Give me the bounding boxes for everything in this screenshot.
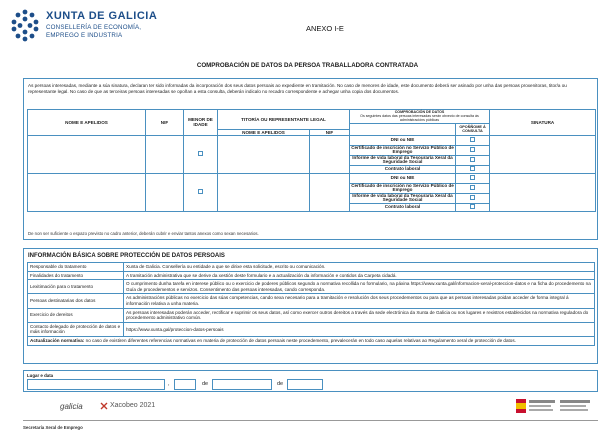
header-comprobacion-sub: Os seguintes datos das persoas interesadas serán obxecto de consulta ás administracións públicas (360, 114, 479, 123)
info-row (28, 294, 595, 308)
consulta-1-certificado: Certificado de inscrición no Servizo Público de Emprego (351, 144, 454, 155)
info-value: As administracións públicas no exercicio das súas competencias, cando sexa necesario para a tramitación e resolución dos seus procedementos ou para que as persoas interesadas poidan acceder de forma integral á información relativa a unha materia. (124, 294, 595, 308)
consulta-1-contrato: Contrato laboral (350, 165, 456, 173)
opon-1-dni (456, 135, 490, 145)
date-sep-de-1: de (202, 381, 209, 387)
person-2-sinatura[interactable] (490, 173, 596, 211)
consulta-1-dni: DNI ou NIE (350, 135, 456, 145)
xacobeo-logo: Xacobeo 2021 (110, 402, 156, 409)
date-sep-comma: , (168, 381, 170, 387)
data-protection-section (23, 248, 598, 364)
info-row (28, 263, 595, 272)
person-1-menor (184, 135, 218, 173)
persons-table (27, 109, 596, 212)
day-field[interactable] (174, 379, 196, 390)
person-1-nif[interactable] (146, 135, 184, 173)
info-key: Finalidades do tratamento (28, 271, 124, 280)
opon-2-vida-laboral (456, 193, 490, 203)
data-protection-table (27, 262, 595, 346)
info-value: O cumprimento dunha tarefa en interese público ou o exercicio de poderes públicos segundo a normativa recollida no formulario, na páxina https://www.xunta.gal/informacion-xeral-proteccion-datos e na ficha do procedemento na Guía de procedementos e servizos. Consentimento das persoas interesadas, cando corresponda. (124, 280, 595, 294)
info-row (28, 308, 595, 322)
place-date-label: Lugar e data (27, 373, 54, 378)
consent-section (23, 78, 598, 240)
consulta-2-certificado: Certificado de inscrición no Servizo Público de Emprego (351, 182, 454, 193)
consulta-2-vida-laboral: Informe de vida laboral da Tesouraría Xeral da Seguridade Social (350, 193, 456, 203)
consulta-1-vida-laboral: Informe de vida laboral da Tesouraría Xeral da Seguridade Social (350, 155, 456, 165)
header-nome: NOME E APELIDOS (28, 110, 146, 136)
space-note: De non ser suficiente o espazo previsto no cadro anterior, deberán cubrir e enviar tantos anexos como sexan necesarios. (28, 231, 259, 236)
person-2-menor (184, 173, 218, 211)
opon-1-vida-laboral-checkbox[interactable] (470, 157, 475, 162)
opon-1-certificado (456, 145, 490, 155)
header-comprobacion (350, 110, 490, 124)
document-title: COMPROBACIÓN DE DATOS DA PERSOA TRABALLADORA CONTRATADA (196, 62, 419, 69)
place-date-section (23, 370, 598, 392)
person-1-titor-nome[interactable] (218, 135, 310, 173)
place-field[interactable] (27, 379, 165, 390)
xunta-logo (8, 6, 168, 52)
date-sep-de-2: de (277, 381, 284, 387)
opon-2-contrato-checkbox[interactable] (470, 204, 475, 209)
info-key: Contacto delegado de protección de datos e máis información (28, 322, 124, 336)
consulta-2-contrato: Contrato laboral (350, 203, 456, 211)
annex-label: ANEXO I-E (306, 24, 344, 33)
opon-2-dni (456, 173, 490, 183)
opon-1-vida-laboral (456, 155, 490, 165)
person-1-sinatura[interactable] (490, 135, 596, 173)
info-update-key: Actualización normativa: (30, 337, 85, 343)
galicia-logo: galicia (60, 402, 83, 411)
person-2-titor-nome[interactable] (218, 173, 310, 211)
secretaria-label: Secretaría Xeral de Emprego (23, 425, 83, 430)
opon-2-vida-laboral-checkbox[interactable] (470, 195, 475, 200)
person-2-menor-checkbox[interactable] (198, 189, 203, 194)
opon-2-certificado-checkbox[interactable] (470, 185, 475, 190)
xacobeo-mark-icon (100, 402, 108, 410)
person-2-nif[interactable] (146, 173, 184, 211)
header-menor: MENOR DE IDADE (184, 110, 218, 136)
header-sinatura: SINATURA (490, 110, 596, 136)
xunta-emblem-icon (8, 8, 42, 42)
header-titor: TITOR/A OU REPRESENTANTE LEGAL (218, 110, 350, 130)
info-row (28, 336, 595, 345)
header-comprobacion-title: COMPROBACIÓN DE DATOS (394, 110, 445, 114)
info-value: A tramitación administrativa que se derive da xestión deste formulario e a actualización da información e contidos da Carpeta cidadá. (124, 271, 595, 280)
info-key: Persoas destinatarias dos datos (28, 294, 124, 308)
data-protection-heading: INFORMACIÓN BÁSICA SOBRE PROTECCIÓN DE DATOS PERSOAIS (28, 253, 225, 259)
spain-government-logo-icon (516, 397, 596, 417)
info-row (28, 271, 595, 280)
info-value: Xunta de Galicia. Consellería ou entidade a que se dirixe esta solicitude, escrito ou comunicación. (124, 263, 595, 272)
opon-2-contrato (456, 203, 490, 211)
opon-1-contrato-checkbox[interactable] (470, 166, 475, 171)
person-2-nome[interactable] (28, 173, 146, 211)
header-consulta-blank (350, 123, 456, 135)
logo-title: XUNTA DE GALICIA (46, 10, 158, 22)
month-field[interactable] (212, 379, 272, 390)
info-key: Exercicio de dereitos (28, 308, 124, 322)
info-row (28, 322, 595, 336)
logo-sub-line-2: EMPREGO E INDUSTRIA (46, 31, 123, 39)
consulta-2-dni: DNI ou NIE (350, 173, 456, 183)
info-update-value: no caso de existiren diferentes referencias normativas en materia de protección de datos persoais neste procedemento, prevalecerán en todo caso aquelas relativas ao Regulamento xeral de protección de datos. (85, 337, 516, 343)
opon-1-contrato (456, 165, 490, 173)
info-value: As persoas interesadas poderán acceder, rectificar e suprimir os seus datos, así como exercer outros dereitos a través da sede electrónica da Xunta de Galicia ou nos lugares e rexistros establecidos na normativa reguladora do procedemento administrativo común. (124, 308, 595, 322)
person-2-titor-nif[interactable] (310, 173, 350, 211)
opon-1-certificado-checkbox[interactable] (470, 147, 475, 152)
info-key: Responsable do tratamento (28, 263, 124, 272)
footer-divider (23, 420, 598, 421)
opon-2-certificado (456, 183, 490, 193)
person-1-menor-checkbox[interactable] (198, 151, 203, 156)
header-opon: OPOÑÑOME Á CONSULTA (456, 123, 490, 135)
header-titor-nif: NIF (310, 129, 350, 135)
logo-sub-line-1: CONSELLERÍA DE ECONOMÍA, (46, 24, 142, 31)
year-field[interactable] (287, 379, 323, 390)
opon-2-dni-checkbox[interactable] (470, 175, 475, 180)
header-titor-nome: NOME E APELIDOS (218, 129, 310, 135)
intro-text: As persoas interesadas, mediante a súa sinatura, declaran ter sido informadas da incorporación dos seus datos persoais ao expediente en tramitación. No caso de menores de idade, este documento deberá ser asinado por unha das persoas proxenitoras, titor/a ou representante legal. No caso de que as terceiras persoas interesadas se opoñan a esta consulta, deberán indicalo no recadro correspondente e achegar unha copia dos documentos. (28, 83, 567, 94)
info-row (28, 280, 595, 294)
person-1-titor-nif[interactable] (310, 135, 350, 173)
header-nif: NIF (146, 110, 184, 136)
info-value: https://www.xunta.gal/proteccion-datos-persoais (124, 322, 595, 336)
info-update (28, 336, 595, 345)
info-key: Lexitimación para o tratamento (28, 280, 124, 294)
opon-1-dni-checkbox[interactable] (470, 137, 475, 142)
person-1-nome[interactable] (28, 135, 146, 173)
logo-subtitle (46, 24, 141, 39)
